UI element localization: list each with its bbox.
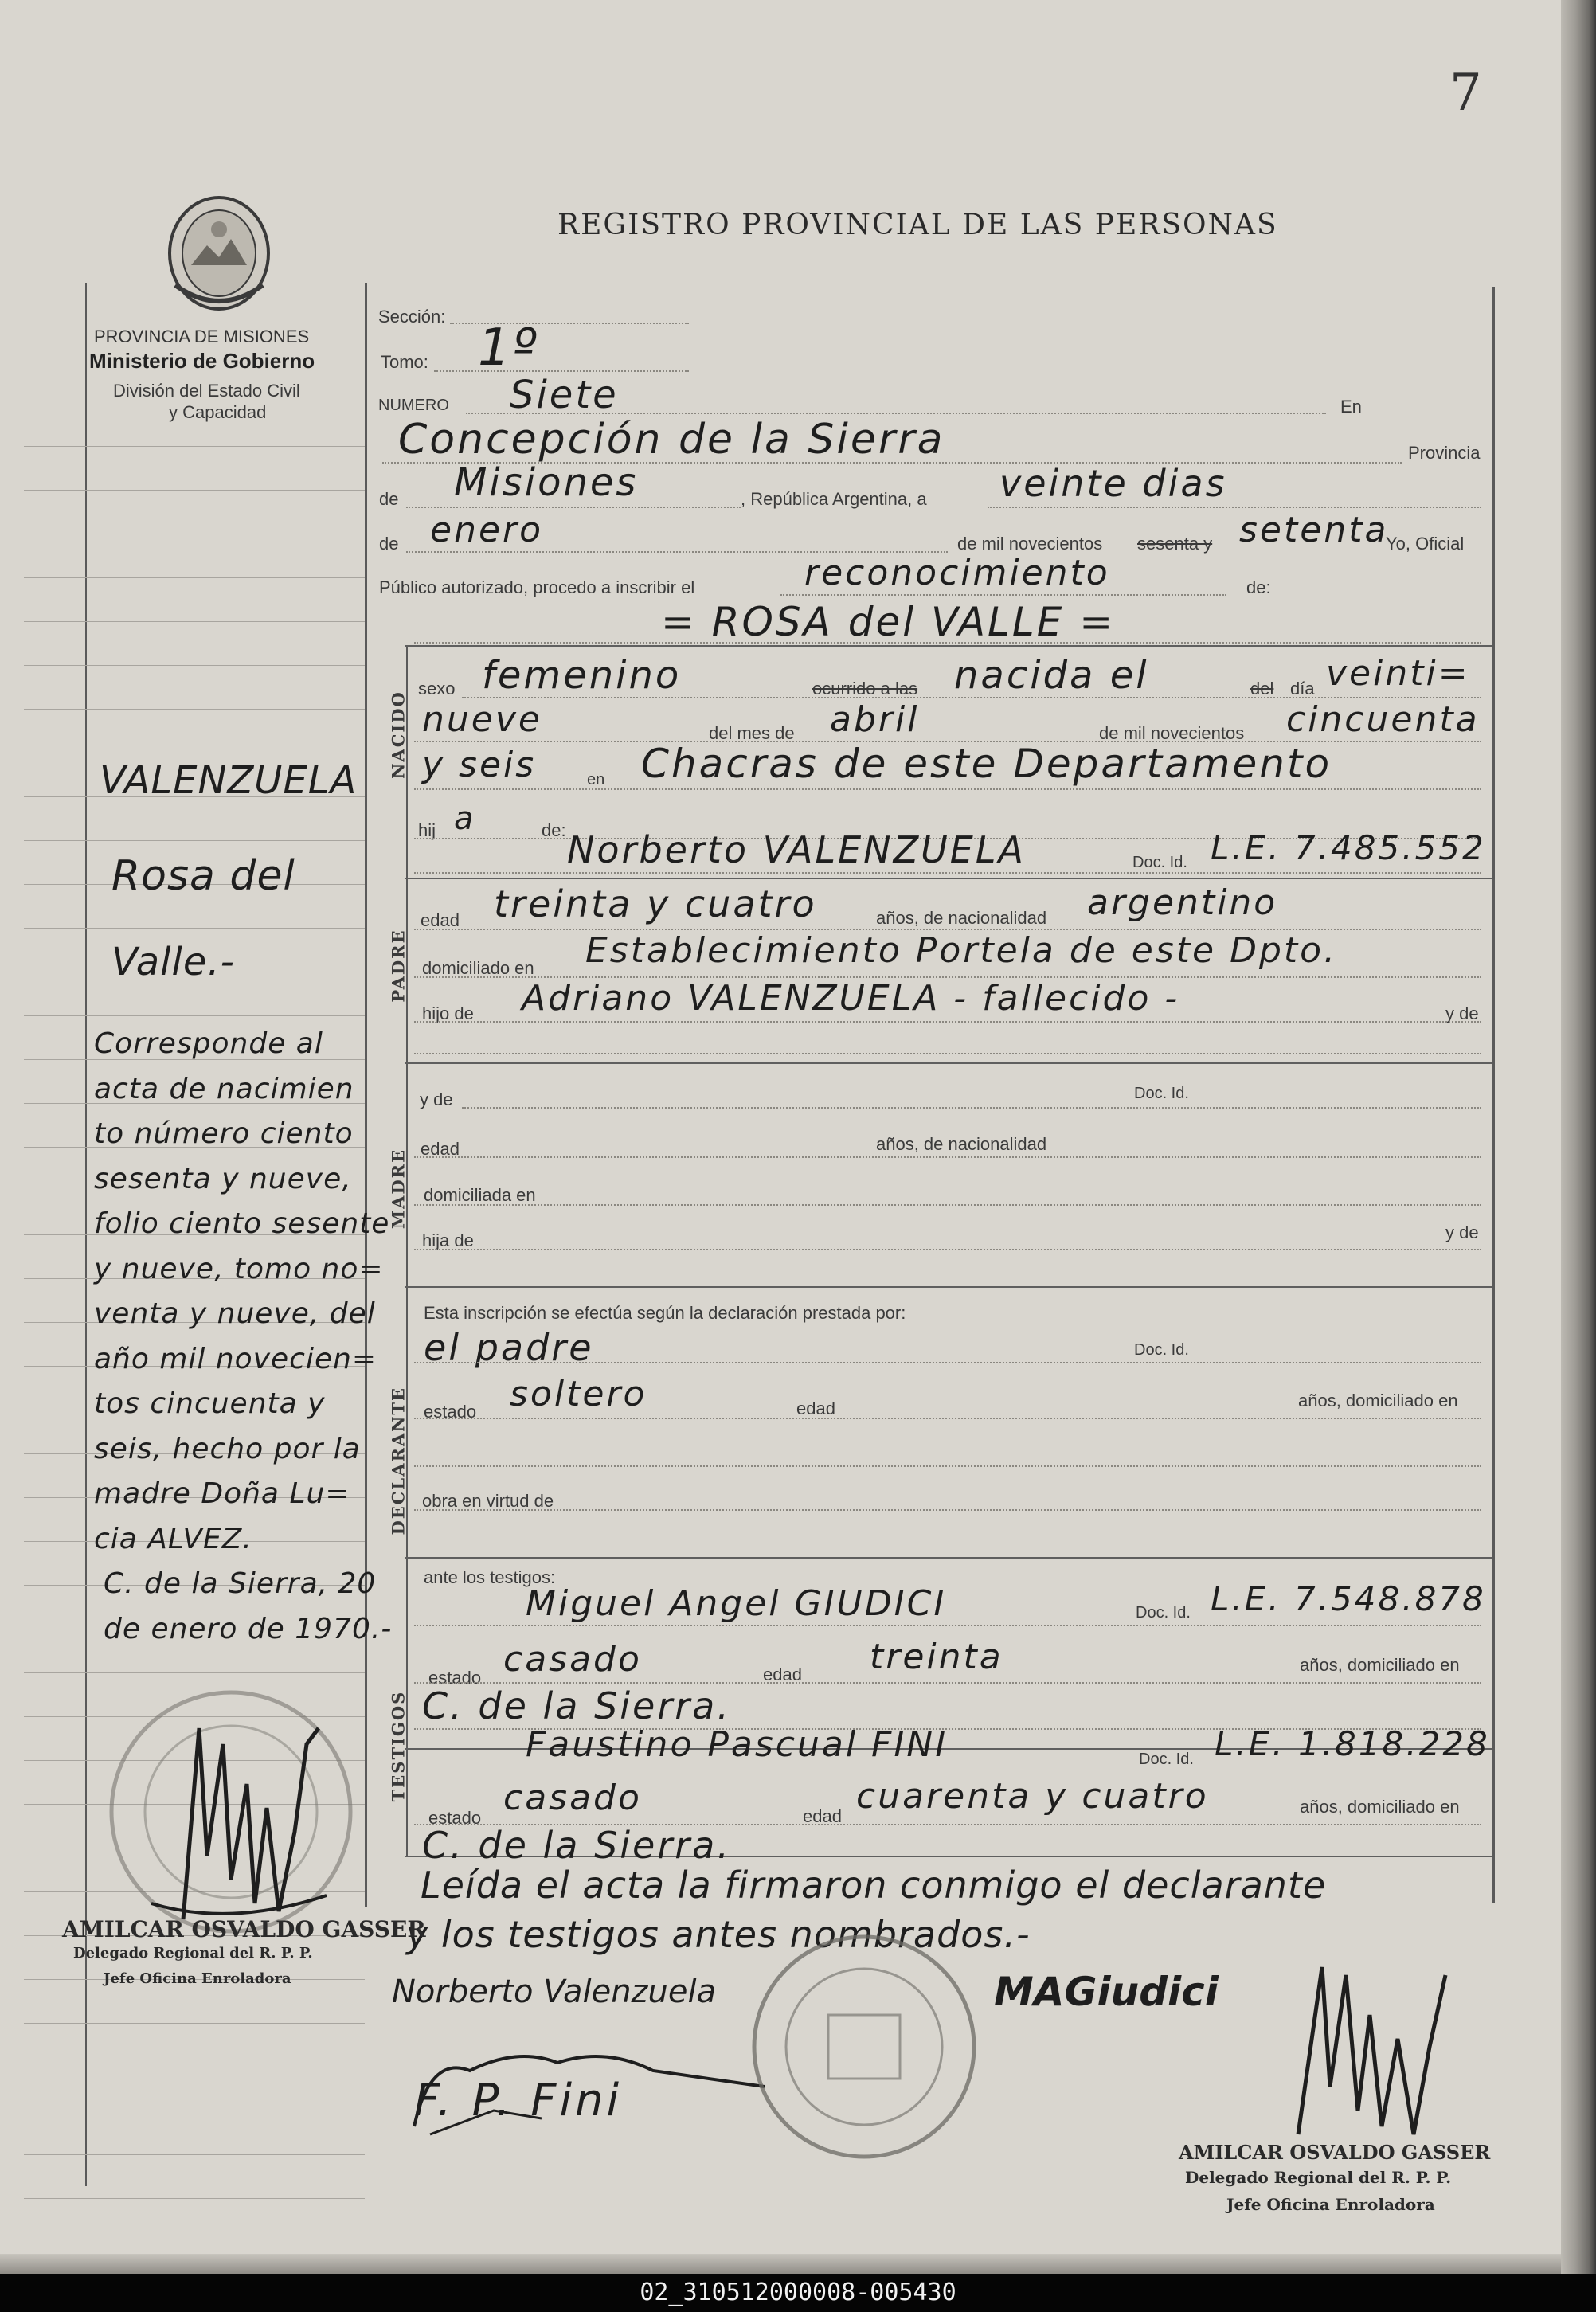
margin-rule — [24, 1672, 365, 1673]
left-official-role-1: Delegado Regional del R. P. P. — [73, 1945, 313, 1962]
dots-declarante-extra — [414, 1465, 1481, 1467]
label-de-2: de — [379, 534, 399, 554]
margin-given-1: Rosa del — [111, 852, 295, 900]
margin-rule — [24, 2198, 365, 2199]
label-domiciliado-testigo1: años, domiciliado en — [1300, 1655, 1460, 1675]
label-hijo-de: hijo de — [422, 1003, 474, 1023]
dots-nombre — [414, 642, 1481, 644]
margin-given-2: Valle.- — [111, 940, 235, 984]
dots-declarante-estado — [414, 1418, 1481, 1419]
value-dia-nac-2: nueve — [422, 699, 542, 740]
margin-rule — [24, 2154, 365, 2155]
margin-note-line: cia ALVEZ. — [94, 1522, 252, 1555]
divider-declarante-bottom — [405, 1557, 1492, 1559]
divider-padre-top — [405, 878, 1492, 879]
label-hij: hij — [418, 820, 436, 840]
dots-padre-extra — [414, 1053, 1481, 1054]
section-label-testigos: TESTIGOS — [388, 1690, 409, 1802]
value-testigo1-doc: L.E. 7.548.878 — [1211, 1579, 1486, 1618]
label-del-struck: del — [1250, 679, 1274, 698]
margin-note-line: venta y nueve, del — [94, 1297, 376, 1330]
value-anio: setenta — [1239, 510, 1389, 550]
margin-rule — [24, 577, 365, 578]
margin-note-line: to número ciento — [94, 1117, 354, 1150]
value-hij-suffix: a — [454, 800, 476, 837]
label-tomo: Tomo: — [381, 352, 428, 372]
footer-code: 02_310512000008-005430 — [0, 2274, 1596, 2312]
label-ante-testigos: ante los testigos: — [424, 1567, 556, 1587]
label-de-mil-novecientos-2: de mil novecientos — [1099, 723, 1245, 743]
dots-madre-nombre — [462, 1107, 1481, 1109]
label-doc-id-madre: Doc. Id. — [1134, 1085, 1189, 1102]
label-estado-declarante: estado — [424, 1402, 477, 1422]
label-hija-de: hija de — [422, 1230, 474, 1250]
label-edad-madre: edad — [421, 1139, 460, 1159]
official-round-stamp — [745, 1927, 984, 2166]
page-title: REGISTRO PROVINCIAL DE LAS PERSONAS — [557, 209, 1278, 241]
label-doc-id-padre: Doc. Id. — [1132, 854, 1187, 871]
dots-declarante — [414, 1362, 1481, 1363]
value-anio-nac-2: y seis — [422, 745, 537, 785]
section-column-line — [406, 645, 408, 1856]
margin-note-line: acta de nacimien — [94, 1072, 354, 1105]
value-testigo1-domicilio: C. de la Sierra. — [422, 1684, 731, 1727]
label-domiciliado-declarante: años, domiciliado en — [1298, 1391, 1458, 1410]
label-edad-testigo2: edad — [803, 1806, 842, 1826]
margin-note-line: seis, hecho por la — [94, 1432, 361, 1465]
page-edge — [1561, 0, 1596, 2274]
value-provincia: Misiones — [454, 460, 639, 505]
label-de-colon-2: de: — [542, 820, 566, 840]
label-doc-id-declarante: Doc. Id. — [1134, 1341, 1189, 1359]
value-fecha-dia: veinte dias — [999, 462, 1227, 505]
dots-acto — [780, 594, 1226, 596]
margin-rule — [24, 446, 365, 447]
label-de-mil-novecientos: de mil novecientos — [957, 534, 1103, 554]
margin-note-line: Corresponde al — [94, 1027, 323, 1060]
margin-rule — [24, 1015, 365, 1016]
label-sesenta-struck: sesenta y — [1137, 534, 1213, 554]
margin-rule — [24, 2023, 365, 2024]
value-testigo2-nombre: Faustino Pascual FINI — [526, 1724, 949, 1765]
value-padre-domicilio: Establecimiento Portela de este Dpto. — [585, 930, 1338, 971]
margin-right-border — [365, 283, 367, 1907]
label-domiciliada-madre: domiciliada en — [424, 1185, 536, 1205]
value-padre-hijo-de: Adriano VALENZUELA - fallecido - — [522, 978, 1180, 1019]
section-label-nacido: NACIDO — [388, 690, 409, 779]
margin-rule — [24, 840, 365, 841]
dots-lugar-nac — [414, 788, 1481, 790]
dots-obra — [414, 1509, 1481, 1511]
label-domiciliado-padre: domiciliado en — [422, 958, 534, 978]
value-testigo2-edad: cuarenta y cuatro — [856, 1776, 1209, 1817]
right-official-role-1: Delegado Regional del R. P. P. — [1185, 2168, 1452, 2187]
margin-rule — [24, 709, 365, 710]
bottom-page-stack — [0, 2254, 1561, 2274]
dots-testigo1-estado — [414, 1682, 1481, 1684]
dots-padre-hijo — [414, 1021, 1481, 1023]
label-edad-declarante: edad — [796, 1399, 835, 1418]
value-lugar-nac: Chacras de este Departamento — [641, 741, 1332, 787]
label-en-2: en — [587, 771, 605, 788]
label-nacionalidad-madre: años, de nacionalidad — [876, 1134, 1047, 1154]
margin-note-line: sesenta y nueve, — [94, 1162, 352, 1195]
label-y-de-padre: y de — [1445, 1003, 1479, 1023]
margin-rule — [24, 928, 365, 929]
closing-line-2: y los testigos antes nombrados.- — [406, 1913, 1031, 1956]
label-publico: Público autorizado, procedo a inscribir el — [379, 577, 695, 597]
value-testigo2-domicilio: C. de la Sierra. — [422, 1824, 731, 1867]
authority-line-3: División del Estado Civil — [113, 381, 300, 401]
closing-line-1: Leída el acta la firmaron conmigo el declarante — [421, 1864, 1327, 1907]
label-yo-oficial: Yo, Oficial — [1386, 534, 1465, 554]
margin-note-line: año mil novecien= — [94, 1342, 377, 1375]
authority-line-1: PROVINCIA DE MISIONES — [94, 327, 310, 346]
left-official-role-2: Jefe Oficina Enroladora — [104, 1970, 291, 1987]
dots-madre-edad — [414, 1156, 1481, 1158]
label-de-colon: de: — [1246, 577, 1271, 597]
value-padre-nombre: Norberto VALENZUELA — [567, 828, 1026, 871]
label-ocurrido-struck: ocurrido a las — [812, 679, 918, 698]
value-padre-doc: L.E. 7.485.552 — [1211, 828, 1486, 867]
label-y-de-madre-2: y de — [1445, 1223, 1479, 1242]
value-testigo1-nombre: Miguel Angel GIUDICI — [526, 1583, 947, 1624]
margin-rule — [24, 621, 365, 622]
dots-provincia — [406, 507, 741, 508]
dots-sexo — [462, 697, 1481, 698]
value-testigo1-edad: treinta — [870, 1637, 1003, 1677]
divider-padre-bottom — [405, 1062, 1492, 1064]
value-anio-nac-1: cincuenta — [1286, 699, 1480, 740]
divider-madre-bottom — [405, 1286, 1492, 1288]
right-official-name: AMILCAR OSVALDO GASSER — [1179, 2141, 1491, 2164]
label-provincia: Provincia — [1408, 443, 1481, 463]
label-dia: día — [1290, 679, 1315, 698]
value-mes-nac: abril — [830, 699, 920, 740]
coat-of-arms-seal — [159, 190, 279, 317]
section-label-madre: MADRE — [388, 1148, 409, 1230]
label-edad-testigo1: edad — [763, 1665, 802, 1684]
margin-note-line: de enero de 1970.- — [104, 1612, 393, 1645]
label-doc-id-testigo2: Doc. Id. — [1139, 1751, 1194, 1768]
value-numero: Siete — [510, 373, 619, 417]
authority-line-2: Ministerio de Gobierno — [89, 349, 315, 373]
margin-note-line: C. de la Sierra, 20 — [104, 1567, 377, 1600]
dots-testigo1 — [414, 1625, 1481, 1626]
signature-testigo2-flourish — [398, 2039, 780, 2146]
value-acto: reconocimiento — [804, 553, 1110, 593]
divider-nacido-top — [405, 645, 1492, 647]
margin-note-line: y nueve, tomo no= — [94, 1252, 384, 1285]
label-inscripcion: Esta inscripción se efectúa según la declaración prestada por: — [424, 1303, 906, 1323]
dots-fecha — [988, 507, 1481, 508]
label-sexo: sexo — [418, 679, 456, 698]
margin-surname: VALENZUELA — [100, 758, 358, 803]
value-declarante-estado: soltero — [510, 1374, 647, 1414]
dots-madre-domicilio — [414, 1204, 1481, 1206]
value-dia-nac-1: veinti= — [1326, 653, 1470, 694]
value-padre-nacionalidad: argentino — [1087, 882, 1278, 923]
section-label-padre: PADRE — [388, 929, 409, 1003]
dots-padre-nombre — [414, 872, 1481, 874]
signature-padre: Norberto Valenzuela — [392, 1974, 717, 2010]
value-sexo: femenino — [482, 653, 682, 698]
dots-tomo — [434, 370, 689, 372]
margin-rule — [24, 490, 365, 491]
value-testigo2-estado: casado — [503, 1778, 642, 1818]
value-lugar: Concepción de la Sierra — [398, 416, 945, 464]
value-nacida: nacida el — [954, 653, 1149, 698]
signature-testigo1: MAGiudici — [994, 1969, 1219, 2015]
dots-madre-hija — [414, 1249, 1481, 1250]
label-obra: obra en virtud de — [422, 1491, 554, 1511]
label-del-mes: del mes de — [709, 723, 795, 743]
margin-official-signature — [135, 1696, 342, 1938]
label-nacionalidad-padre: años, de nacionalidad — [876, 908, 1047, 928]
label-en: En — [1340, 397, 1362, 417]
value-nombre: = ROSA del VALLE = — [661, 599, 1116, 645]
value-padre-edad: treinta y cuatro — [494, 882, 817, 925]
section-label-declarante: DECLARANTE — [388, 1386, 409, 1535]
label-doc-id-testigo1: Doc. Id. — [1136, 1604, 1191, 1622]
authority-line-4: y Capacidad — [169, 402, 267, 422]
label-domiciliado-testigo2: años, domiciliado en — [1300, 1797, 1460, 1817]
margin-note-line: folio ciento sesente — [94, 1207, 390, 1240]
label-seccion: Sección: — [378, 307, 446, 327]
margin-note-line: madre Doña Lu= — [94, 1477, 350, 1510]
right-official-role-2: Jefe Oficina Enroladora — [1226, 2195, 1435, 2214]
label-edad-padre: edad — [421, 910, 460, 930]
form-right-border — [1492, 287, 1495, 1903]
label-numero: NUMERO — [378, 397, 449, 414]
label-y-de-madre: y de — [420, 1089, 453, 1109]
margin-note-line: tos cincuenta y — [94, 1387, 326, 1420]
label-republica: , República Argentina, a — [741, 489, 927, 509]
value-mes: enero — [430, 510, 544, 550]
signature-testigo2: F. P. Fini — [414, 2075, 623, 2126]
label-estado-testigo2: estado — [428, 1808, 482, 1828]
value-tomo: 1º — [478, 319, 539, 378]
bottom-official-signature — [1266, 1943, 1473, 2154]
value-declarante: el padre — [424, 1326, 594, 1369]
label-estado-testigo1: estado — [428, 1668, 482, 1688]
left-official-name: AMILCAR OSVALDO GASSER — [62, 1916, 426, 1942]
value-testigo2-doc: L.E. 1.818.228 — [1215, 1724, 1490, 1763]
margin-rule — [24, 665, 365, 666]
value-testigo1-estado: casado — [503, 1639, 642, 1680]
page-number: 7 — [1449, 64, 1485, 123]
label-de-1: de — [379, 489, 399, 509]
